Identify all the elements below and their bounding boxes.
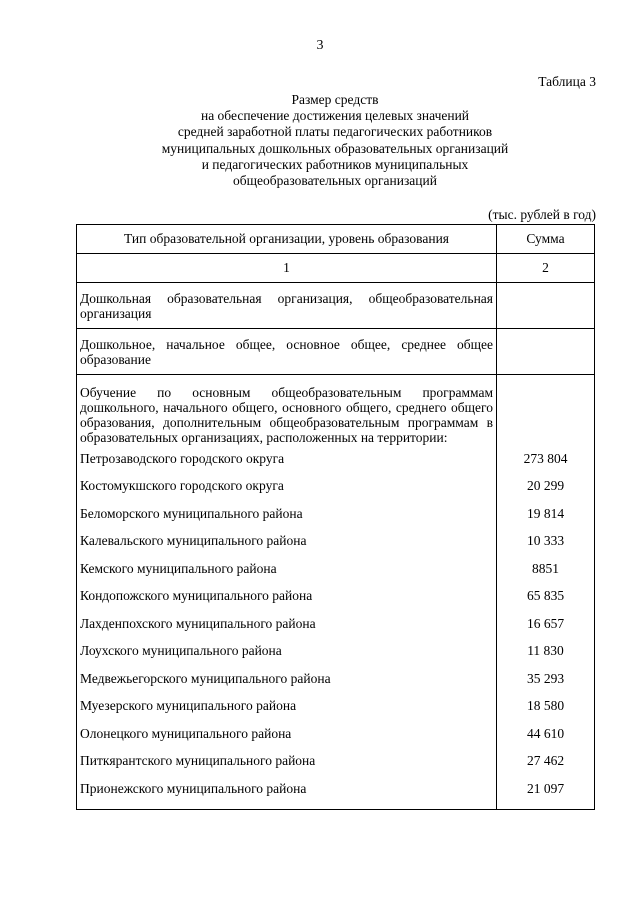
territory-sums <box>500 383 591 803</box>
units-note: (тыс. рублей в год) <box>488 207 596 222</box>
territory-sum: 10 333 <box>526 533 565 549</box>
territory-sum: 8851 <box>532 560 559 576</box>
header-sum: Сумма <box>497 225 595 254</box>
title-line: средней заработной платы педагогических работников <box>177 124 493 140</box>
title-line: муниципальных дошкольных образовательных организаций <box>161 140 509 156</box>
title-line: на обеспечение достижения целевых значений <box>200 108 470 124</box>
page-number: 3 <box>316 38 324 53</box>
territory-name: Кемского муниципального района <box>80 560 277 576</box>
territory-sum: 20 299 <box>526 478 565 494</box>
territory-sum: 18 580 <box>526 698 565 714</box>
header-type: Тип образовательной организации, уровень образования <box>77 225 497 254</box>
title-line: общеобразовательных организаций <box>233 173 437 189</box>
column-number-2: 2 <box>497 254 595 283</box>
territories-list-cell <box>77 375 497 810</box>
territory-name: Лоухского муниципального района <box>80 643 282 659</box>
territory-sum: 16 657 <box>526 615 565 631</box>
column-number-row <box>77 254 595 283</box>
territory-name: Олонецкого муниципального района <box>80 725 292 741</box>
table-label: Таблица 3 <box>538 74 596 89</box>
territory-name: Кондопожского муниципального района <box>80 588 313 604</box>
territory-sum: 21 097 <box>526 780 565 796</box>
territory-sum: 11 830 <box>527 643 564 659</box>
territory-sum: 65 835 <box>526 588 565 604</box>
title-line: и педагогических работников муниципальных <box>201 156 469 172</box>
column-number-1: 1 <box>77 254 497 283</box>
territory-name: Костомукшского городского округа <box>80 478 284 494</box>
row-education-levels: Дошкольное, начальное общее, основное общее, среднее общее образование <box>77 329 497 375</box>
territory-name: Калевальского муниципального района <box>80 533 307 549</box>
territory-names <box>80 445 493 803</box>
table-title <box>100 92 570 189</box>
territory-name: Петрозаводского городского округа <box>80 450 285 466</box>
territories-intro: Обучение по основным общеобразовательным программам дошкольного, начального общего, основного общего, среднего общего образования, дополнительным общеобразовательным программам в образовательных организациях, расположенных на территории: <box>80 385 493 445</box>
row-preschool-org: Дошкольная образовательная организация, общеобразовательная организация <box>77 283 497 329</box>
territory-name: Прионежского муниципального района <box>80 780 307 796</box>
territory-sum: 27 462 <box>526 753 565 769</box>
territory-name: Беломорского муниципального района <box>80 505 303 521</box>
territory-name: Питкярантского муниципального района <box>80 753 316 769</box>
territory-name: Лахденпохского муниципального района <box>80 615 316 631</box>
territory-name: Муезерского муниципального района <box>80 698 297 714</box>
table-header-row <box>77 225 595 254</box>
territory-sum: 44 610 <box>526 725 565 741</box>
row-preschool-sum <box>497 283 595 329</box>
table-row <box>77 329 595 375</box>
title-line: Размер средств <box>291 92 379 107</box>
territory-sum: 35 293 <box>526 670 565 686</box>
territory-sum: 273 804 <box>523 450 568 466</box>
table-row <box>77 283 595 329</box>
territories-block <box>77 375 595 810</box>
territory-name: Медвежьегорского муниципального района <box>80 670 331 686</box>
row-education-levels-sum <box>497 329 595 375</box>
territory-sum: 19 814 <box>526 505 565 521</box>
territories-sum-cell <box>497 375 595 810</box>
funding-table <box>76 224 595 810</box>
